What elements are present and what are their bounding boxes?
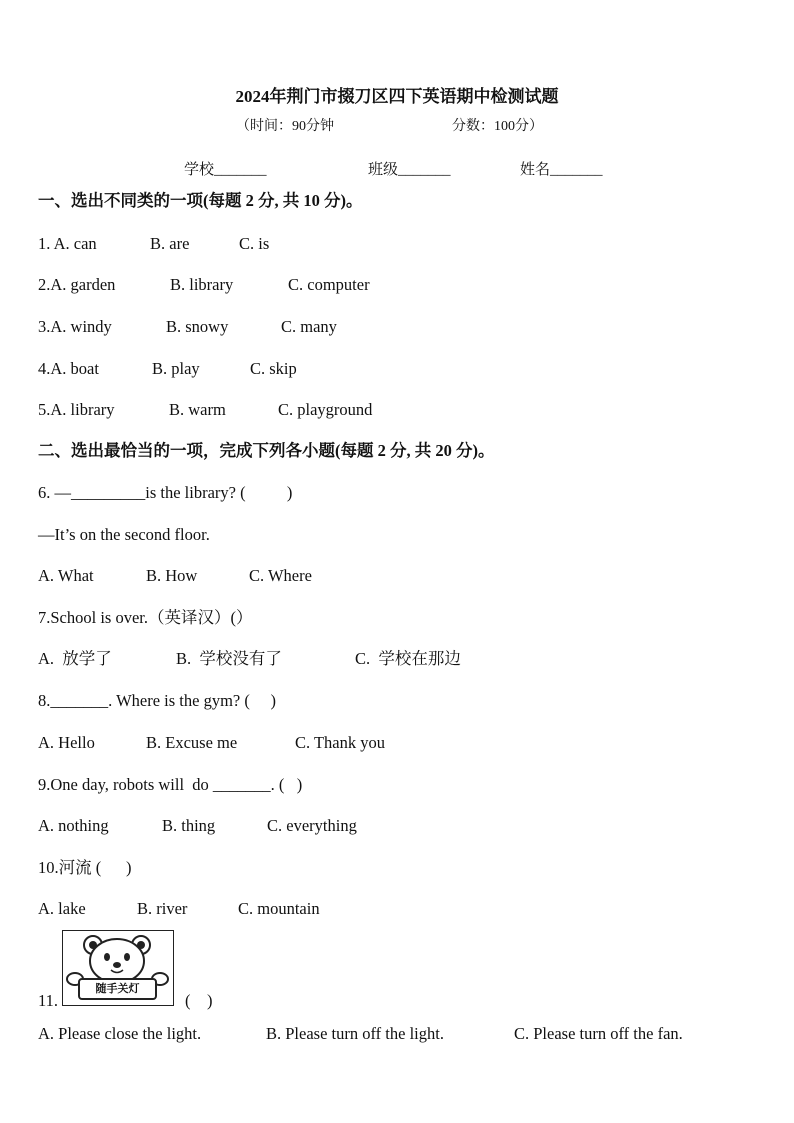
name-field: 姓名_______ (520, 162, 603, 178)
question-6-option-b: B. How (146, 566, 198, 585)
question-11-option-a: A. Please close the light. (38, 1024, 202, 1043)
question-9-option-b: B. thing (162, 816, 216, 835)
question-11-number: 11. (38, 991, 59, 1010)
question-7-option-a: A. 放学了 (38, 649, 112, 668)
exam-score: 分数：100分） (452, 119, 543, 134)
section-one-heading: 一、选出不同类的一项(每题 2 分, 共 10 分)。 (38, 191, 363, 210)
question-5-option-b: B. warm (169, 400, 226, 419)
exam-title: 2024年荆门市掇刀区四下英语期中检测试题 (235, 87, 559, 106)
question-9-option-c: C. everything (267, 816, 357, 835)
turn-off-light-sign-picture (62, 930, 174, 1006)
question-3-option-a: 3.A. windy (38, 317, 112, 336)
question-7-option-c: C. 学校在那边 (355, 649, 461, 668)
question-6-option-c: C. Where (249, 566, 312, 585)
question-9-option-a: A. nothing (38, 816, 109, 835)
question-7-stem: 7.School is over.（英译汉）(） (38, 608, 253, 627)
question-10-option-a: A. lake (38, 899, 86, 918)
question-5-option-a: 5.A. library (38, 400, 115, 419)
school-field: 学校_______ (184, 162, 267, 178)
question-2-option-b: B. library (170, 275, 234, 294)
question-11-option-c: C. Please turn off the fan. (514, 1024, 683, 1043)
question-11-answer-paren: ( ) (185, 991, 213, 1010)
question-1-option-b: B. are (150, 234, 190, 253)
question-1-option-a: 1. A. can (38, 234, 97, 253)
question-10-stem: 10.河流 ( ) (38, 858, 132, 877)
sign-text: 随手关灯 (95, 982, 140, 995)
question-2-option-a: 2.A. garden (38, 275, 116, 294)
question-4-option-b: B. play (152, 359, 200, 378)
question-6-option-a: A. What (38, 566, 94, 585)
question-4-option-a: 4.A. boat (38, 359, 99, 378)
question-5-option-c: C. playground (278, 400, 373, 419)
exam-time: （时间：90分钟 (236, 119, 334, 134)
question-8-option-c: C. Thank you (295, 733, 385, 752)
question-6-stem: 6. —_________is the library? ( ) (38, 483, 293, 502)
question-6-dialogue-line: —It’s on the second floor. (38, 525, 210, 544)
question-9-stem: 9.One day, robots will do _______. ( ) (38, 775, 303, 794)
question-3-option-b: B. snowy (166, 317, 229, 336)
question-3-option-c: C. many (281, 317, 337, 336)
question-11-option-b: B. Please turn off the light. (266, 1024, 444, 1043)
question-2-option-c: C. computer (288, 275, 370, 294)
question-10-option-b: B. river (137, 899, 188, 918)
question-8-option-a: A. Hello (38, 733, 95, 752)
question-8-stem: 8._______. Where is the gym? ( ) (38, 691, 276, 710)
question-1-option-c: C. is (239, 234, 270, 253)
question-10-option-c: C. mountain (238, 899, 320, 918)
section-two-heading: 二、选出最恰当的一项，完成下列各小题(每题 2 分, 共 20 分)。 (38, 441, 495, 460)
question-7-option-b: B. 学校没有了 (176, 649, 282, 668)
class-field: 班级_______ (368, 162, 451, 178)
question-8-option-b: B. Excuse me (146, 733, 238, 752)
question-4-option-c: C. skip (250, 359, 297, 378)
